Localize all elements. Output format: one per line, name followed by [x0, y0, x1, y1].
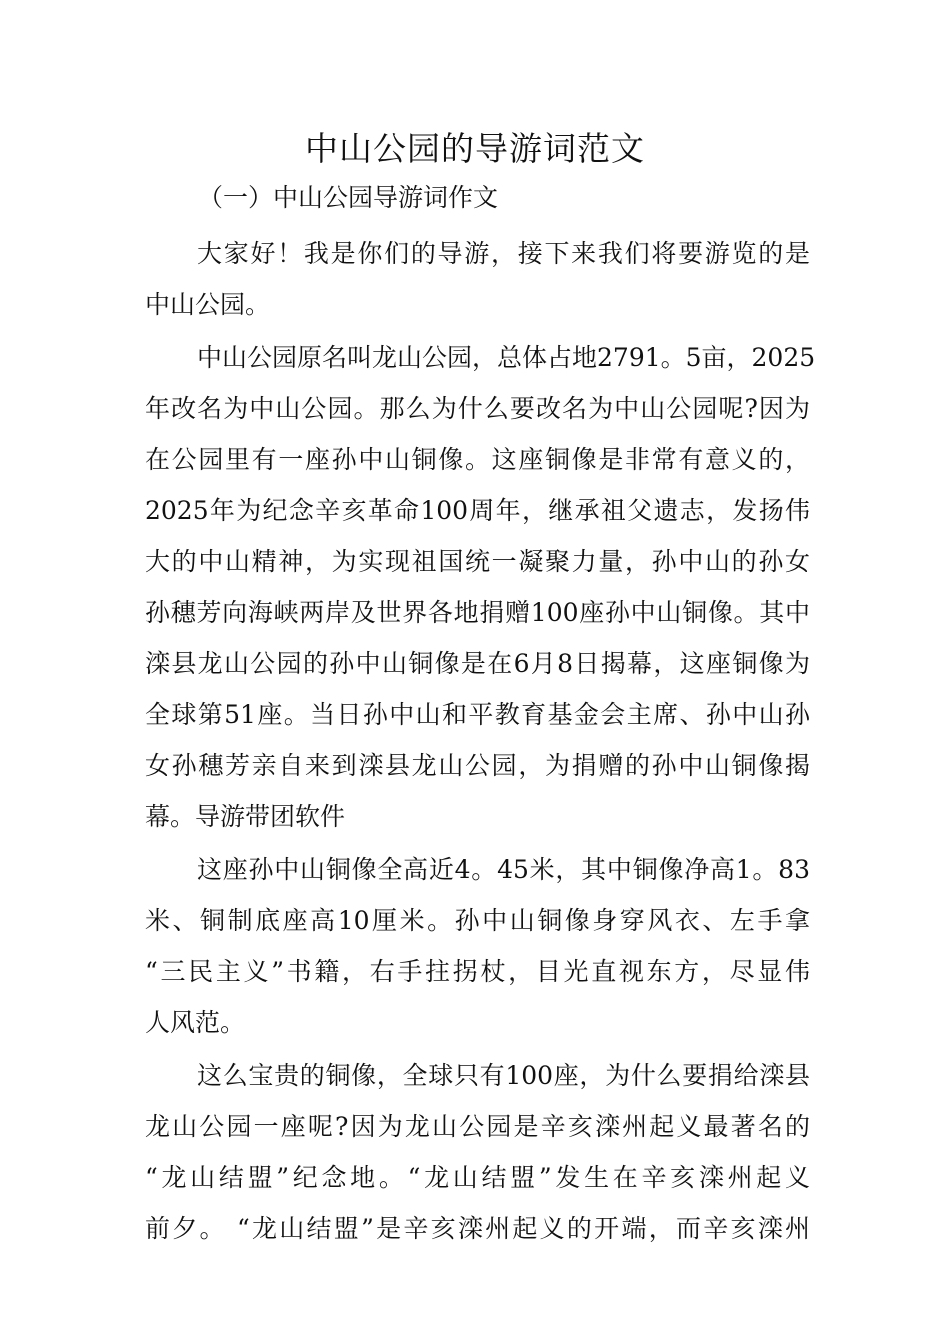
text-line: “龙山结盟”纪念地。“龙山结盟”发生在辛亥滦州起义 — [145, 1163, 810, 1192]
text-line: 幕。导游带团软件 — [145, 802, 346, 831]
text-line: 这么宝贵的铜像，全球只有100座，为什么要捐给滦县 — [197, 1061, 810, 1090]
text-line: 2025年为纪念辛亥革命100周年，继承祖父遗志，发扬伟 — [145, 496, 810, 525]
text-line: 孙穗芳向海峡两岸及世界各地捐赠100座孙中山铜像。其中 — [145, 598, 810, 627]
paragraph-greeting — [145, 228, 810, 330]
paragraph-alliance — [145, 1050, 810, 1254]
paragraph-statue — [145, 844, 810, 1048]
document-body — [145, 228, 816, 1256]
text-line: 龙山公园一座呢?因为龙山公园是辛亥滦州起义最著名的 — [145, 1112, 810, 1141]
paragraph-history — [145, 332, 816, 842]
text-line: 大的中山精神，为实现祖国统一凝聚力量，孙中山的孙女 — [145, 547, 810, 576]
text-line: 大家好！我是你们的导游，接下来我们将要游览的是 — [197, 239, 810, 268]
text-line: 中山公园。 — [145, 290, 271, 319]
text-line: “三民主义”书籍，右手拄拐杖，目光直视东方，尽显伟 — [145, 957, 810, 986]
text-line: 中山公园原名叫龙山公园，总体占地2791。5亩，2025 — [197, 343, 816, 372]
document-title: 中山公园的导游词范文 — [305, 129, 645, 168]
text-line: 滦县龙山公园的孙中山铜像是在6月8日揭幕，这座铜像为 — [145, 649, 810, 678]
text-line: 女孙穗芳亲自来到滦县龙山公园，为捐赠的孙中山铜像揭 — [145, 751, 810, 780]
text-line: 人风范。 — [145, 1008, 246, 1037]
text-line: 在公园里有一座孙中山铜像。这座铜像是非常有意义的， — [145, 445, 810, 474]
text-line: 这座孙中山铜像全高近4。45米，其中铜像净高1。83 — [197, 855, 810, 884]
text-line: 米、铜制底座高10厘米。孙中山铜像身穿风衣、左手拿 — [145, 906, 810, 935]
text-line: 全球第51座。当日孙中山和平教育基金会主席、孙中山孙 — [145, 700, 810, 729]
document-subtitle: （一）中山公园导游词作文 — [198, 183, 499, 212]
text-line: 前夕。 “龙山结盟”是辛亥滦州起义的开端，而辛亥滦州 — [145, 1214, 810, 1243]
text-line: 年改名为中山公园。那么为什么要改名为中山公园呢?因为 — [145, 394, 810, 423]
